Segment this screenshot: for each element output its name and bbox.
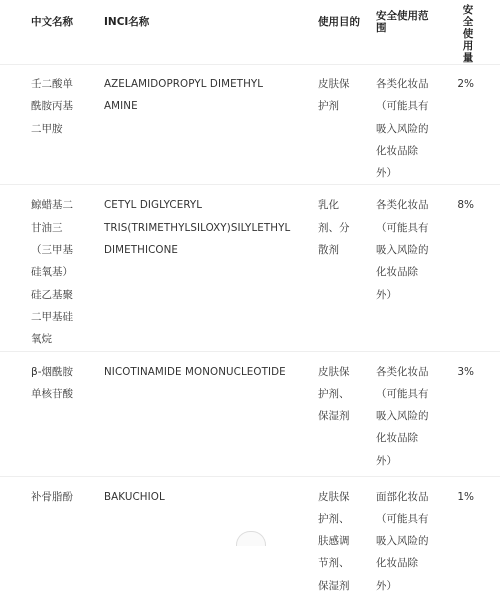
cell-purpose: 皮肤保护剂、保湿剂	[304, 351, 362, 476]
cell-name-cn: 补骨脂酚	[0, 476, 84, 597]
cell-name-cn: 鲸蜡基二甘油三（三甲基硅氧基）硅乙基聚二甲基硅氧烷	[0, 185, 84, 351]
header-inci: INCI名称	[104, 16, 150, 28]
cell-safe-limit: 8%	[438, 185, 500, 351]
cell-inci: BAKUCHIOL	[84, 476, 304, 597]
table-row	[0, 185, 500, 351]
cell-purpose: 乳化剂、分散剂	[304, 185, 362, 351]
cell-name-cn: 壬二酸单酰胺丙基二甲胺	[0, 65, 84, 185]
header-purpose: 使用目的	[318, 16, 360, 28]
cell-inci: CETYL DIGLYCERYL TRIS(TRIMETHYLSILOXY)SILYLETHYL DIMETHICONE	[84, 185, 304, 351]
table-row	[0, 351, 500, 476]
table-header-row	[0, 0, 500, 65]
cell-safe-limit: 2%	[438, 65, 500, 185]
cell-name-cn: β-烟酰胺单核苷酸	[0, 351, 84, 476]
cell-safe-limit: 3%	[438, 351, 500, 476]
header-safe-limit: 安全使用量	[462, 4, 474, 64]
table-row	[0, 65, 500, 185]
cell-purpose: 皮肤保护剂	[304, 65, 362, 185]
header-safety-scope: 安全使用范围	[376, 10, 429, 34]
cell-purpose: 皮肤保护剂、肤感调节剂、保湿剂	[304, 476, 362, 597]
cell-safety-scope: 各类化妆品（可能具有吸入风险的化妆品除外）	[362, 65, 438, 185]
cell-safe-limit: 1%	[438, 476, 500, 597]
cell-safety-scope: 面部化妆品（可能具有吸入风险的化妆品除外）	[362, 476, 438, 597]
cell-inci: NICOTINAMIDE MONONUCLEOTIDE	[84, 351, 304, 476]
cell-inci: AZELAMIDOPROPYL DIMETHYL AMINE	[84, 65, 304, 185]
cell-safety-scope: 各类化妆品（可能具有吸入风险的化妆品除外）	[362, 185, 438, 351]
header-name-cn: 中文名称	[31, 16, 73, 28]
cell-safety-scope: 各类化妆品（可能具有吸入风险的化妆品除外）	[362, 351, 438, 476]
